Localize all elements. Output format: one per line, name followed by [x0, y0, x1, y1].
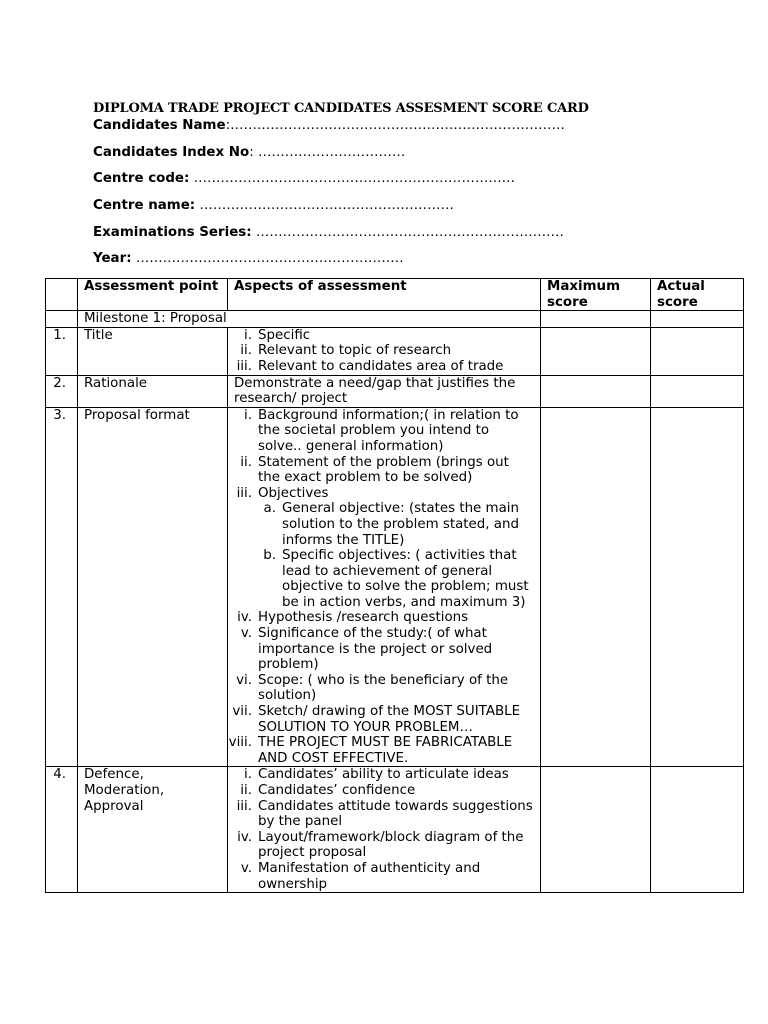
- item-text: Objectives: [258, 485, 329, 501]
- aspects-cell: [228, 407, 541, 767]
- field-dots: ……………………………………………………………: [255, 225, 564, 240]
- item-text: Candidates attitude towards suggestions by the panel: [258, 798, 533, 830]
- list-item: [234, 673, 534, 704]
- field-label: Year:: [93, 251, 132, 266]
- item-text: Significance of the study:( of what importance is the project or solved problem): [258, 626, 493, 673]
- list-item: [234, 799, 534, 830]
- candidates-name-field: [93, 118, 565, 133]
- item-numeral: iv.: [237, 610, 252, 626]
- item-text: Relevant to candidates area of trade: [258, 358, 504, 374]
- list-item: [234, 408, 534, 455]
- item-text: Statement of the problem (brings out the exact problem to be solved): [258, 454, 509, 486]
- item-numeral: v.: [240, 860, 252, 876]
- header-number-cell: [46, 279, 78, 311]
- empty-cell: [46, 311, 78, 328]
- field-dots: ……………………………………………………: [135, 251, 404, 266]
- aspects-list: [234, 767, 534, 892]
- actual-score-cell[interactable]: [651, 311, 744, 328]
- list-item: [234, 343, 534, 359]
- actual-score-cell[interactable]: [651, 375, 744, 407]
- item-numeral: iii.: [236, 358, 252, 374]
- field-label: Examinations Series:: [93, 225, 252, 240]
- aspects-cell: Demonstrate a need/gap that justifies the research/ project: [228, 375, 541, 407]
- assessment-point: Title: [78, 327, 228, 375]
- maximum-score-cell[interactable]: [541, 767, 651, 893]
- item-numeral: i.: [244, 327, 252, 343]
- list-item: [234, 501, 534, 548]
- aspects-list: [234, 328, 534, 375]
- item-letter: a.: [263, 501, 276, 517]
- row-number: 3.: [46, 407, 78, 767]
- item-numeral: ii.: [240, 783, 252, 798]
- item-numeral: v.: [240, 626, 252, 642]
- item-numeral: iii.: [236, 798, 252, 814]
- actual-score-cell[interactable]: [651, 327, 744, 375]
- item-numeral: viii.: [228, 735, 252, 751]
- row-number: 4.: [46, 767, 78, 893]
- maximum-score-cell[interactable]: [541, 311, 651, 328]
- year-field: [93, 251, 404, 266]
- field-dots: ………………………………………………………………: [193, 171, 515, 186]
- item-numeral: vii.: [232, 704, 252, 720]
- aspects-cell: [228, 327, 541, 375]
- aspects-cell: [228, 767, 541, 893]
- item-numeral: i.: [244, 767, 252, 783]
- field-label: Candidates Index No: [93, 145, 250, 160]
- aspects-list: [228, 407, 534, 767]
- item-text: THE PROJECT MUST BE FABRICATABLE AND COST EFFECTIVE.: [258, 735, 513, 766]
- field-label: Centre code:: [93, 171, 190, 186]
- item-text: Candidates’ confidence: [258, 783, 416, 798]
- table-row: [46, 767, 744, 893]
- actual-score-cell[interactable]: [651, 407, 744, 767]
- item-text: Layout/framework/block diagram of the project proposal: [258, 829, 524, 861]
- actual-score-cell[interactable]: [651, 767, 744, 893]
- item-numeral: ii.: [240, 454, 252, 470]
- header-actual-score: Actual score: [651, 279, 744, 311]
- assessment-point: Proposal format: [78, 407, 228, 767]
- field-label: Candidates Name: [93, 118, 226, 133]
- document-title: DIPLOMA TRADE PROJECT CANDIDATES ASSESMENT SCORE CARD: [93, 101, 589, 116]
- table-header-row: [46, 279, 744, 311]
- row-number: 1.: [46, 327, 78, 375]
- list-item: [234, 455, 534, 486]
- table-row: [46, 327, 744, 375]
- maximum-score-cell[interactable]: [541, 407, 651, 767]
- list-item: [234, 861, 534, 892]
- item-text: Specific objectives: ( activities that lead to achievement of general objective to solve the problem; must be in action verbs, and maximum 3): [282, 548, 529, 610]
- item-text: Background information;( in relation to the societal problem you intend to solve.. general information): [258, 407, 519, 454]
- table-row: [46, 375, 744, 407]
- item-text: Manifestation of authenticity and ownership: [258, 860, 481, 892]
- objectives-sublist: [234, 501, 534, 610]
- list-item: [234, 359, 534, 375]
- header-assessment-point: Assessment point: [78, 279, 228, 311]
- candidates-index-field: [93, 145, 405, 160]
- milestone-row: [46, 311, 744, 328]
- list-item: [234, 548, 534, 610]
- item-numeral: vi.: [236, 672, 252, 688]
- list-item: [234, 783, 534, 799]
- field-separator: :: [249, 145, 258, 160]
- field-separator: :: [225, 118, 231, 133]
- assessment-point: Rationale: [78, 375, 228, 407]
- table-row: [46, 407, 744, 767]
- item-text: Candidates’ ability to articulate ideas: [258, 767, 509, 783]
- field-dots: …………………………………………………………………: [230, 118, 565, 133]
- item-text: General objective: (states the main solution to the problem stated, and informs the TITLE): [282, 501, 520, 548]
- list-item: [234, 626, 534, 673]
- list-item: [234, 486, 534, 611]
- header-aspects: Aspects of assessment: [228, 279, 541, 311]
- item-numeral: iv.: [237, 829, 252, 845]
- maximum-score-cell[interactable]: [541, 327, 651, 375]
- examinations-series-field: [93, 225, 564, 240]
- item-numeral: i.: [244, 407, 252, 423]
- item-text: Sketch/ drawing of the MOST SUITABLE SOLUTION TO YOUR PROBLEM…: [258, 704, 521, 735]
- list-item: [234, 328, 534, 344]
- list-item: [234, 704, 534, 735]
- field-label: Centre name:: [93, 198, 196, 213]
- list-item: [228, 735, 534, 766]
- maximum-score-cell[interactable]: [541, 375, 651, 407]
- item-text: Hypothesis /research questions: [258, 610, 469, 626]
- item-text: Scope: ( who is the beneficiary of the solution): [258, 672, 509, 704]
- list-item: [234, 830, 534, 861]
- centre-name-field: [93, 198, 454, 213]
- item-numeral: ii.: [240, 343, 252, 359]
- row-number: 2.: [46, 375, 78, 407]
- field-dots: ……………………………: [257, 145, 406, 160]
- item-letter: b.: [263, 548, 276, 564]
- list-item: [234, 610, 534, 626]
- milestone-label: Milestone 1: Proposal: [78, 311, 541, 328]
- header-maximum-score: Maximum score: [541, 279, 651, 311]
- item-text: Relevant to topic of research: [258, 343, 452, 359]
- field-dots: …………………………………………………: [199, 198, 454, 213]
- assessment-point: Defence, Moderation, Approval: [78, 767, 228, 893]
- item-numeral: iii.: [236, 485, 252, 501]
- item-text: Specific: [258, 327, 311, 343]
- centre-code-field: [93, 171, 515, 186]
- assessment-table: [45, 278, 744, 893]
- list-item: [234, 767, 534, 783]
